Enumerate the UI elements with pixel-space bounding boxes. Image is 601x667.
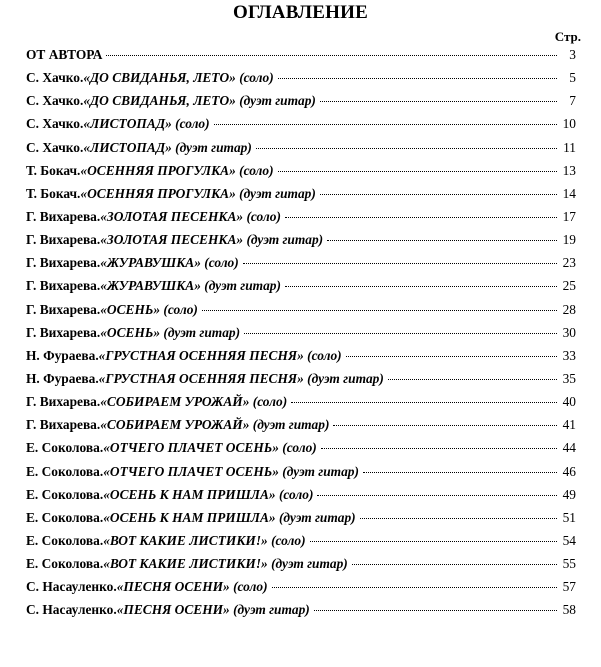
toc-entry[interactable] — [26, 255, 576, 278]
toc-entry-title: «ЗОЛОТАЯ ПЕСЕНКА» (дуэт гитар) — [100, 232, 324, 248]
toc-entry-title: «ОСЕННЯЯ ПРОГУЛКА» (соло) — [80, 162, 274, 178]
dot-leader — [317, 495, 557, 496]
toc-entry-page-number: 7 — [569, 93, 576, 109]
dot-leader — [360, 518, 557, 519]
toc-entry[interactable] — [26, 93, 576, 116]
toc-entry-page-number: 11 — [563, 139, 576, 155]
toc-entry-page-number: 33 — [562, 347, 576, 363]
toc-entry-page-number: 25 — [562, 278, 576, 294]
toc-entry-title: «ВОТ КАКИЕ ЛИСТИКИ!» (дуэт гитар) — [103, 556, 348, 572]
dot-leader — [202, 310, 557, 311]
toc-entry-title: «ДО СВИДАНЬЯ, ЛЕТО» (дуэт гитар) — [83, 93, 316, 109]
toc-entry-author: Г. Вихарева. — [26, 324, 101, 340]
toc-entry-title: «ЛИСТОПАД» (соло) — [83, 116, 210, 132]
toc-entry[interactable] — [26, 394, 576, 417]
dot-leader — [333, 425, 557, 426]
toc-entry-title: «ГРУСТНАЯ ОСЕННЯЯ ПЕСНЯ» (дуэт гитар) — [98, 370, 384, 386]
toc-entry-author: С. Хачко. — [26, 70, 84, 86]
toc-entry[interactable] — [26, 602, 576, 625]
toc-entry-author: С. Хачко. — [26, 139, 84, 155]
toc-entry-page-number: 13 — [562, 162, 576, 178]
toc-entry-author: ОТ АВТОРА — [26, 47, 103, 62]
toc-entry-title: «СОБИРАЕМ УРОЖАЙ» (дуэт гитар) — [100, 417, 330, 433]
toc-entry-page-number: 17 — [562, 208, 576, 224]
toc-entry-page-number: 14 — [562, 185, 576, 201]
toc-entry-author: Е. Соколова. — [26, 509, 104, 525]
toc-entry[interactable] — [26, 47, 576, 70]
toc-entry-title: «ОТЧЕГО ПЛАЧЕТ ОСЕНЬ» (соло) — [103, 440, 317, 456]
toc-entry-author: Г. Вихарева. — [26, 278, 101, 294]
toc-entry-author: Е. Соколова. — [26, 556, 104, 572]
dot-leader — [272, 587, 557, 588]
toc-entry-page-number: 35 — [562, 370, 576, 386]
toc-entry[interactable] — [26, 556, 576, 579]
page-title: ОГЛАВЛЕНИЕ — [233, 2, 368, 23]
toc-entry-author: С. Насауленко. — [26, 579, 117, 595]
toc-entry[interactable] — [26, 209, 576, 232]
dot-leader — [321, 448, 557, 449]
toc-entry-page-number: 23 — [562, 255, 576, 271]
toc-entry-author: Е. Соколова. — [26, 486, 104, 502]
toc-entry[interactable] — [26, 140, 576, 163]
toc-entry-page-number: 49 — [562, 486, 576, 502]
toc-entry[interactable] — [26, 371, 576, 394]
toc-entry-page-number: 54 — [562, 532, 576, 548]
dot-leader — [106, 55, 557, 56]
toc-entry-author: С. Насауленко. — [26, 602, 117, 618]
toc-entry-page-number: 10 — [562, 116, 576, 132]
toc-entry-author: Е. Соколова. — [26, 463, 104, 479]
toc-entry-author: Г. Вихарева. — [26, 255, 101, 271]
toc-entry-author: Г. Вихарева. — [26, 232, 101, 248]
toc-entry-title: «ПЕСНЯ ОСЕНИ» (дуэт гитар) — [116, 602, 310, 618]
toc-entry-page-number: 41 — [562, 417, 576, 433]
dot-leader — [314, 610, 557, 611]
toc-entry-author: Г. Вихарева. — [26, 208, 101, 224]
toc-entry[interactable] — [26, 440, 576, 463]
toc-entry-page-number: 58 — [562, 602, 576, 618]
toc-entry-title: «ОСЕННЯЯ ПРОГУЛКА» (дуэт гитар) — [80, 185, 316, 201]
toc-entry-page-number: 44 — [562, 440, 576, 456]
toc-entry[interactable] — [26, 302, 576, 325]
toc-entry-title: «ОСЕНЬ К НАМ ПРИШЛА» (соло) — [103, 486, 314, 502]
toc-entry-page-number: 3 — [569, 47, 576, 62]
toc-entry[interactable] — [26, 348, 576, 371]
toc-entry-page-number: 30 — [562, 324, 576, 340]
toc-entry[interactable] — [26, 533, 576, 556]
toc-entry-title: «ОСЕНЬ» (дуэт гитар) — [100, 324, 241, 340]
toc-entry[interactable] — [26, 278, 576, 301]
dot-leader — [320, 194, 557, 195]
toc-entry-title: «ОТЧЕГО ПЛАЧЕТ ОСЕНЬ» (дуэт гитар) — [103, 463, 359, 479]
toc-entry[interactable] — [26, 464, 576, 487]
toc-entry-author: Т. Бокач. — [26, 162, 81, 178]
toc-entry-author: Т. Бокач. — [26, 185, 81, 201]
toc-entry[interactable] — [26, 510, 576, 533]
dot-leader — [256, 148, 557, 149]
toc-entry-author: Г. Вихарева. — [26, 394, 101, 410]
toc-entry-title: «ОСЕНЬ К НАМ ПРИШЛА» (дуэт гитар) — [103, 509, 356, 525]
page-column-label: Стр. — [554, 29, 581, 44]
toc-entry-author: Г. Вихарева. — [26, 417, 101, 433]
toc-entry-page-number: 5 — [569, 70, 576, 86]
toc-entry[interactable] — [26, 417, 576, 440]
toc-entry-page-number: 51 — [562, 509, 576, 525]
dot-leader — [363, 472, 557, 473]
table-of-contents — [26, 47, 576, 626]
toc-entry-page-number: 40 — [562, 394, 576, 410]
toc-entry-page-number: 19 — [562, 232, 576, 248]
toc-entry-title: «ЖУРАВУШКА» (соло) — [100, 255, 239, 271]
dot-leader — [327, 240, 557, 241]
dot-leader — [388, 379, 557, 380]
dot-leader — [285, 217, 557, 218]
toc-entry[interactable] — [26, 163, 576, 186]
toc-entry-title: «ПЕСНЯ ОСЕНИ» (соло) — [116, 579, 268, 595]
dot-leader — [243, 263, 557, 264]
toc-entry-title: «СОБИРАЕМ УРОЖАЙ» (соло) — [100, 394, 288, 410]
dot-leader — [320, 101, 557, 102]
toc-entry-title: «ЖУРАВУШКА» (дуэт гитар) — [100, 278, 281, 294]
toc-entry[interactable] — [26, 487, 576, 510]
dot-leader — [310, 541, 557, 542]
toc-entry-title: «ЗОЛОТАЯ ПЕСЕНКА» (соло) — [100, 208, 281, 224]
toc-entry[interactable] — [26, 579, 576, 602]
toc-entry-page-number: 57 — [562, 579, 576, 595]
toc-entry-author: Н. Фураева. — [26, 370, 99, 386]
dot-leader — [291, 402, 557, 403]
dot-leader — [285, 286, 557, 287]
toc-entry-author: Г. Вихарева. — [26, 301, 101, 317]
toc-entry-page-number: 55 — [562, 556, 576, 572]
dot-leader — [278, 78, 557, 79]
toc-entry-author: Н. Фураева. — [26, 347, 99, 363]
toc-entry-author: Е. Соколова. — [26, 532, 104, 548]
toc-entry[interactable] — [26, 186, 576, 209]
toc-entry-author: Е. Соколова. — [26, 440, 104, 456]
dot-leader — [244, 333, 557, 334]
toc-entry-author: С. Хачко. — [26, 116, 84, 132]
toc-entry[interactable] — [26, 70, 576, 93]
toc-entry-author: С. Хачко. — [26, 93, 84, 109]
toc-entry-page-number: 46 — [562, 463, 576, 479]
toc-entry-title: «ВОТ КАКИЕ ЛИСТИКИ!» (соло) — [103, 532, 306, 548]
toc-entry-title: «ДО СВИДАНЬЯ, ЛЕТО» (соло) — [83, 70, 274, 86]
toc-entry-title: «ЛИСТОПАД» (дуэт гитар) — [83, 139, 252, 155]
dot-leader — [278, 171, 557, 172]
toc-entry-title: «ГРУСТНАЯ ОСЕННЯЯ ПЕСНЯ» (соло) — [98, 347, 342, 363]
dot-leader — [352, 564, 557, 565]
toc-entry[interactable] — [26, 232, 576, 255]
dot-leader — [214, 124, 557, 125]
toc-entry[interactable] — [26, 116, 576, 139]
toc-entry-title: «ОСЕНЬ» (соло) — [100, 301, 198, 317]
dot-leader — [346, 356, 557, 357]
toc-entry[interactable] — [26, 325, 576, 348]
toc-entry-page-number: 28 — [562, 301, 576, 317]
